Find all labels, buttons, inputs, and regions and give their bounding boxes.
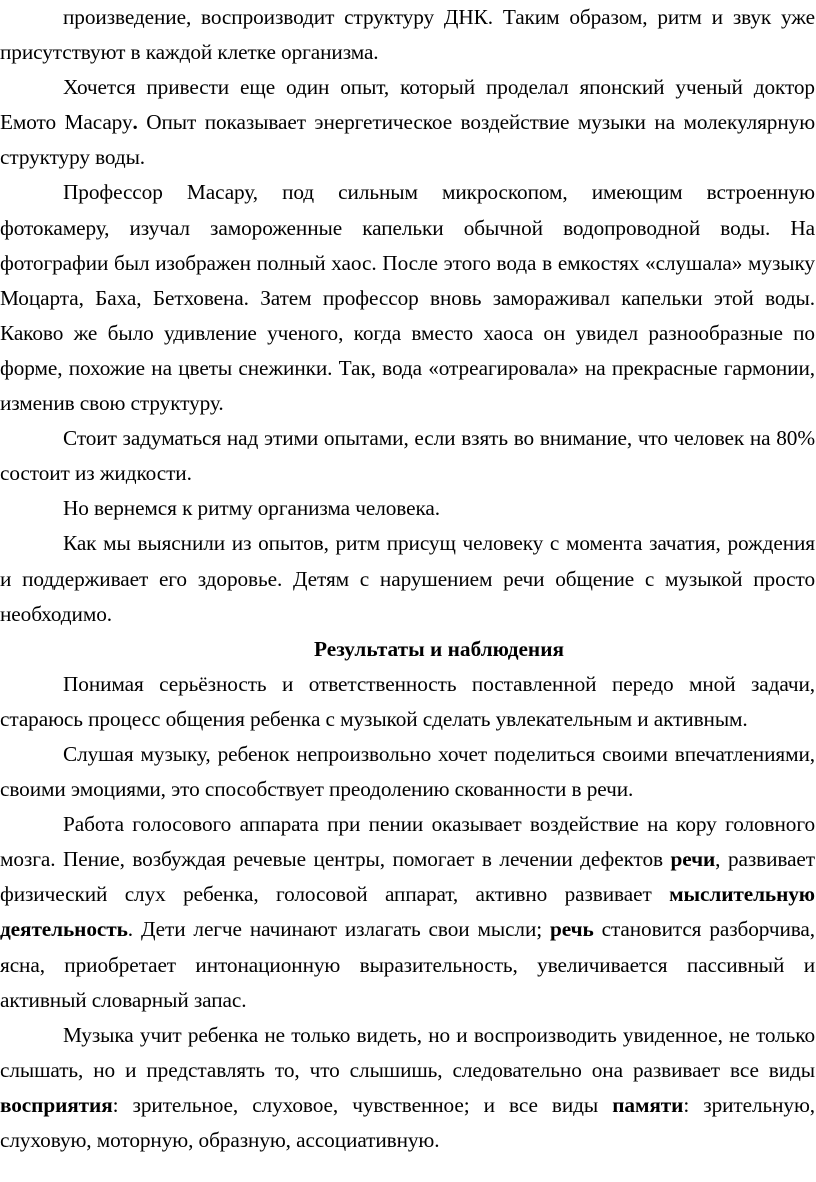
text-run: Работа голосового аппарата при пении оказывает воздействие на кору головного мозга. Пение, возбуждая речевые центры, помогает в лечении дефектов: [0, 812, 815, 872]
text-run: , развивает физический слух ребенка, голосовой аппарат, активно развивает: [0, 847, 815, 907]
paragraphs-after-heading: [0, 667, 815, 1158]
paragraph: [0, 175, 815, 421]
paragraph: [0, 421, 815, 491]
paragraph: [0, 526, 815, 631]
text-run: Но вернемся к ритму организма человека.: [63, 496, 440, 521]
paragraph: [0, 491, 815, 526]
text-run: : зрительную, слуховую, моторную, образную, ассоциативную.: [0, 1092, 816, 1152]
text-run: Хочется привести еще один опыт, который проделал японский ученый доктор Емото Масару: [0, 75, 815, 135]
paragraph: [0, 667, 815, 737]
paragraph: [0, 0, 815, 70]
text-run: Опыт показывает энергетическое воздействие музыки на молекулярную структуру воды.: [0, 110, 815, 170]
bold-text: .: [132, 110, 138, 135]
text-run: Слушая музыку, ребенок непроизвольно хочет поделиться своими впечатлениями, своими эмоциями, это способствует преодолению скованности в речи.: [0, 741, 815, 802]
bold-text: речи: [670, 847, 716, 872]
text-run: : зрительное, слуховое, чувственное; и все виды: [112, 1092, 613, 1117]
text-run: Музыка учит ребенка не только видеть, но и воспроизводить увиденное, не только слышать, но и представлять то, что слышишь, следовательно она развивает все виды: [0, 1022, 815, 1082]
text-run: Понимая серьёзность и ответственность поставленной передо мной задачи, стараюсь процесс общения ребенка с музыкой сделать увлекательным и активным.: [0, 671, 815, 731]
bold-text: мыслительную деятельность: [0, 882, 815, 942]
paragraph: [0, 737, 815, 807]
text-run: Как мы выяснили из опытов, ритм присущ человеку с момента зачатия, рождения и поддерживает его здоровье. Детям с нарушением речи общение с музыкой просто необходимо.: [0, 531, 815, 626]
text-run: произведение, воспроизводит структуру ДНК. Таким образом, ритм и звук уже присутствуют в каждой клетке организма.: [0, 5, 815, 65]
section-heading: Результаты и наблюдения: [314, 636, 564, 661]
bold-text: восприятия: [0, 1092, 113, 1117]
paragraph: [0, 70, 815, 175]
paragraph: [0, 1018, 815, 1158]
text-run: Профессор Масару, под сильным микроскопом, имеющим встроенную фотокамеру, изучал замороженные капельки обычной водопроводной воды. На фотографии был изображен полный хаос. После этого вода в емкостях «слушала» музыку Моцарта, Баха, Бетховена. Затем профессор вновь замораживал капельки этой воды. Каково же было удивление ученого, когда вместо хаоса он увидел разнообразные по форме, похожие на цветы снежинки. Так, вода «отреагировала» на прекрасные гармонии, изменив свою структуру.: [0, 180, 815, 416]
text-run: становится разборчива, ясна, приобретает интонационную выразительность, увеличивается пассивный и активный словарный запас.: [0, 917, 815, 1012]
text-run: Стоит задуматься над этими опытами, если взять во внимание, что человек на 80% состоит из жидкости.: [0, 426, 815, 486]
text-run: . Дети легче начинают излагать свои мысли;: [127, 917, 551, 942]
paragraph: [0, 807, 815, 1018]
bold-text: памяти: [612, 1092, 684, 1117]
bold-text: речь: [550, 917, 594, 942]
